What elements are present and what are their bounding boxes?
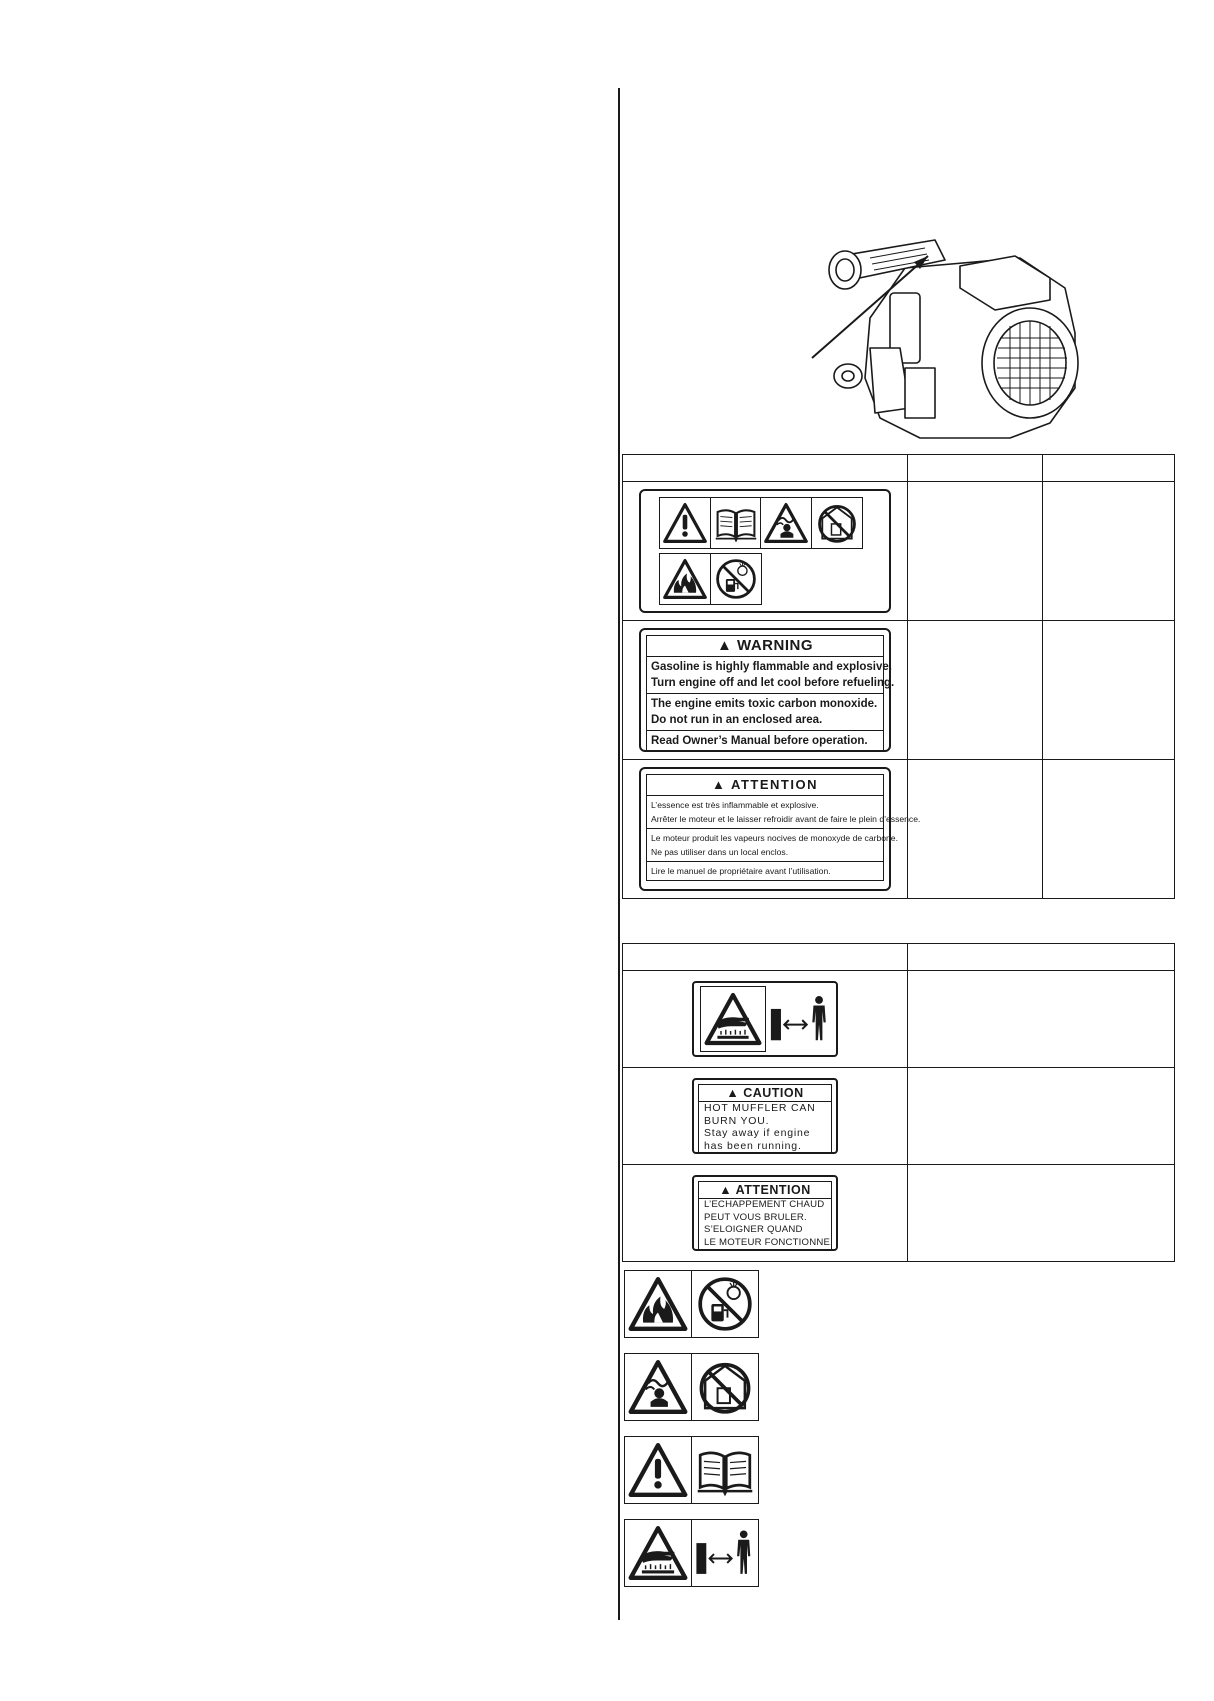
warning-exclamation-icon [624, 1436, 692, 1504]
label-line: Le moteur produit les vapeurs nocives de monoxyde de carbone. [651, 833, 898, 843]
no-enclosed-area-icon [811, 497, 863, 549]
muffler-caution-label-french [692, 1175, 838, 1251]
label-line: The engine emits toxic carbon monoxide. [651, 698, 878, 710]
engine-illustration [810, 238, 1090, 448]
label-line: Read Owner’s Manual before operation. [651, 735, 868, 747]
label-line: Stay away if engine [704, 1127, 811, 1139]
label-line: has been running. [704, 1139, 802, 1152]
table-row [623, 1165, 1175, 1262]
label-line: Arrêter le moteur et le laisser refroidir avant de faire le plein d’essence. [651, 814, 921, 824]
no-enclosed-area-icon [691, 1353, 759, 1421]
owners-manual-icon [691, 1436, 759, 1504]
no-refuel-running-icon [710, 553, 762, 605]
label-line: L’ECHAPPEMENT CHAUD [704, 1199, 825, 1210]
table-header-row [623, 944, 1175, 971]
toxic-gas-icon [760, 497, 812, 549]
hot-surface-icon [700, 986, 766, 1052]
column-divider [618, 88, 620, 1620]
table-row [623, 621, 1175, 760]
fire-pictogram-pair [624, 1270, 757, 1338]
toxic-gas-icon [624, 1353, 692, 1421]
fire-hazard-icon [624, 1270, 692, 1338]
safety-label-table [622, 454, 1175, 899]
caution-title: ▲ CAUTION [699, 1085, 831, 1102]
label-line: HOT MUFFLER CAN [704, 1102, 816, 1114]
label-line: Lire le manuel de propriétaire avant l’utilisation. [651, 866, 831, 876]
fire-hazard-icon [659, 553, 711, 605]
owners-manual-icon [710, 497, 762, 549]
table-row [623, 1068, 1175, 1165]
label-line: Turn engine off and let cool before refueling. [651, 677, 895, 689]
warning-triangle-icon: ▲ [726, 1086, 740, 1100]
table-header-row [623, 455, 1175, 482]
muffler-caution-label-english [692, 1078, 838, 1154]
label-line: Ne pas utiliser dans un local enclos. [651, 847, 789, 857]
toxic-gas-pictogram-pair [624, 1353, 757, 1421]
label-line: LE MOTEUR FONCTIONNE. [704, 1236, 833, 1248]
hot-surface-pictogram-pair [624, 1519, 757, 1587]
attention-title: ▲ ATTENTION [647, 775, 883, 796]
keep-away-icon [691, 1519, 759, 1587]
warning-label-french [639, 767, 921, 891]
warning-title: ▲ WARNING [647, 636, 883, 657]
label-line: L’essence est très inflammable et explosive. [651, 800, 819, 810]
no-refuel-running-icon [691, 1270, 759, 1338]
manual-pictogram-pair [624, 1436, 757, 1504]
warning-triangle-icon: ▲ [712, 777, 727, 792]
attention-title: ▲ ATTENTION [699, 1182, 831, 1199]
table-row [623, 760, 1175, 899]
muffler-pictogram-label [692, 981, 838, 1057]
label-line: BURN YOU. [704, 1114, 770, 1127]
label-line: Gasoline is highly flammable and explosive. [651, 661, 892, 673]
muffler-label-table [622, 943, 1175, 1262]
table-row [623, 971, 1175, 1068]
label-line: PEUT VOUS BRULER. [704, 1211, 807, 1223]
hot-surface-icon [624, 1519, 692, 1587]
table-row [623, 482, 1175, 621]
warning-exclamation-icon [659, 497, 711, 549]
warning-triangle-icon: ▲ [716, 637, 733, 654]
label-line: S’ELOIGNER QUAND [704, 1224, 803, 1235]
keep-away-icon [765, 986, 835, 1052]
warning-triangle-icon: ▲ [719, 1183, 733, 1197]
pictogram-label [639, 489, 891, 613]
label-line: Do not run in an enclosed area. [651, 714, 823, 726]
warning-label-english [639, 628, 895, 752]
